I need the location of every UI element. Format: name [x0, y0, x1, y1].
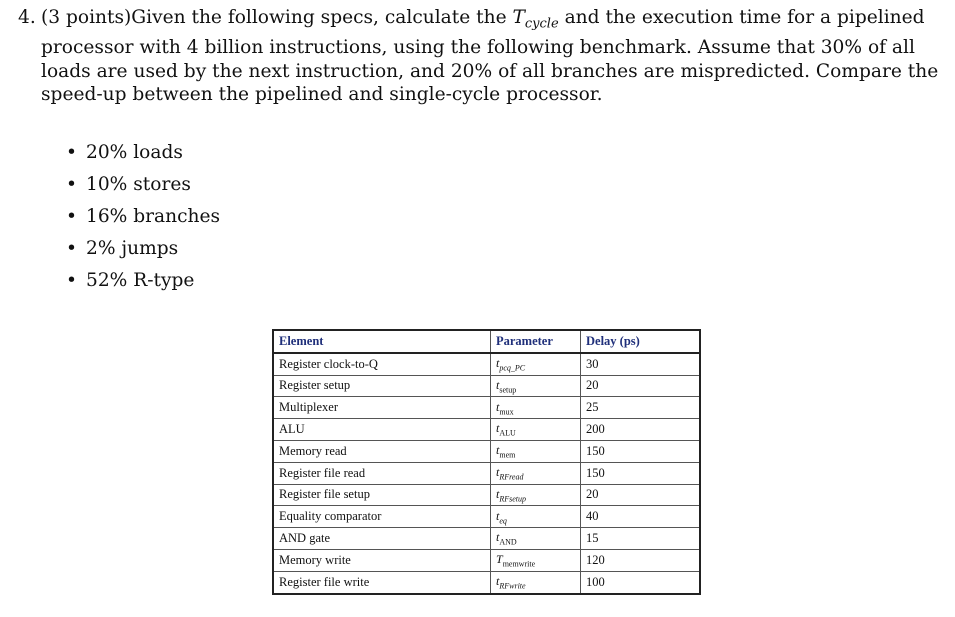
tcycle-symbol: $T_{cycle}$ — [512, 7, 559, 32]
cell-parameter: $t_{pcq\_PC}$ — [491, 353, 581, 375]
cell-parameter: $t_{RFread}$ — [491, 462, 581, 484]
table-header-row — [273, 330, 700, 353]
table-row — [273, 528, 700, 550]
table-row — [273, 484, 700, 506]
cell-delay: 15 — [581, 528, 701, 550]
table-row — [273, 419, 700, 441]
cell-delay: 150 — [581, 440, 701, 462]
cell-parameter: $t_{eq}$ — [491, 506, 581, 528]
list-item: • 2% jumps — [66, 238, 179, 259]
cell-element: Memory write — [273, 549, 491, 571]
cell-delay: 25 — [581, 397, 701, 419]
question-text-after: and the execution time for a pipelined processor with 4 billion instructions, using the following benchmark. Assume that 30% of all loads are used by the next instruction, and 20% of all branches are mispredicted. Compare the speed-up between the pipelined and single-cycle processor. — [41, 7, 939, 106]
cell-parameter: $T_{memwrite}$ — [491, 549, 581, 571]
table-row — [273, 506, 700, 528]
bullet-icon: • — [66, 238, 77, 259]
cell-element: Memory read — [273, 440, 491, 462]
question-text-before: (3 points)Given the following specs, calculate the — [41, 7, 513, 28]
cell-delay: 40 — [581, 506, 701, 528]
cell-element: Register setup — [273, 375, 491, 397]
list-item: • 52% R-type — [66, 270, 195, 291]
question-block — [18, 6, 948, 107]
cell-element: Register clock-to-Q — [273, 353, 491, 375]
bullet-icon: • — [66, 206, 77, 227]
cell-delay: 100 — [581, 571, 701, 593]
list-item: • 16% branches — [66, 206, 221, 227]
bullet-icon: • — [66, 142, 77, 163]
cell-element: AND gate — [273, 528, 491, 550]
header-delay: Delay (ps) — [581, 330, 701, 353]
cell-delay: 20 — [581, 484, 701, 506]
table-row — [273, 440, 700, 462]
cell-element: Register file read — [273, 462, 491, 484]
benchmark-list — [66, 142, 220, 302]
table-row — [273, 462, 700, 484]
cell-element: ALU — [273, 419, 491, 441]
table-row — [273, 571, 700, 593]
table-row — [273, 353, 700, 375]
cell-parameter: $t_{setup}$ — [491, 375, 581, 397]
cell-delay: 20 — [581, 375, 701, 397]
cell-delay: 120 — [581, 549, 701, 571]
table-row — [273, 375, 700, 397]
delay-table — [272, 329, 701, 595]
cell-delay: 150 — [581, 462, 701, 484]
list-item: • 10% stores — [66, 174, 191, 195]
cell-delay: 30 — [581, 353, 701, 375]
cell-parameter: $t_{AND}$ — [491, 528, 581, 550]
question-number: 4. — [18, 7, 36, 28]
cell-delay: 200 — [581, 419, 701, 441]
cell-parameter: $t_{RFsetup}$ — [491, 484, 581, 506]
table-row — [273, 549, 700, 571]
list-item: • 20% loads — [66, 142, 183, 163]
cell-element: Register file write — [273, 571, 491, 593]
bullet-icon: • — [66, 270, 77, 291]
header-element: Element — [273, 330, 491, 353]
header-parameter: Parameter — [491, 330, 581, 353]
cell-parameter: $t_{mux}$ — [491, 397, 581, 419]
question-text — [41, 6, 948, 107]
cell-parameter: $t_{RFwrite}$ — [491, 571, 581, 593]
cell-parameter: $t_{mem}$ — [491, 440, 581, 462]
cell-element: Equality comparator — [273, 506, 491, 528]
bullet-icon: • — [66, 174, 77, 195]
cell-element: Multiplexer — [273, 397, 491, 419]
cell-element: Register file setup — [273, 484, 491, 506]
table-row — [273, 397, 700, 419]
cell-parameter: $t_{ALU}$ — [491, 419, 581, 441]
